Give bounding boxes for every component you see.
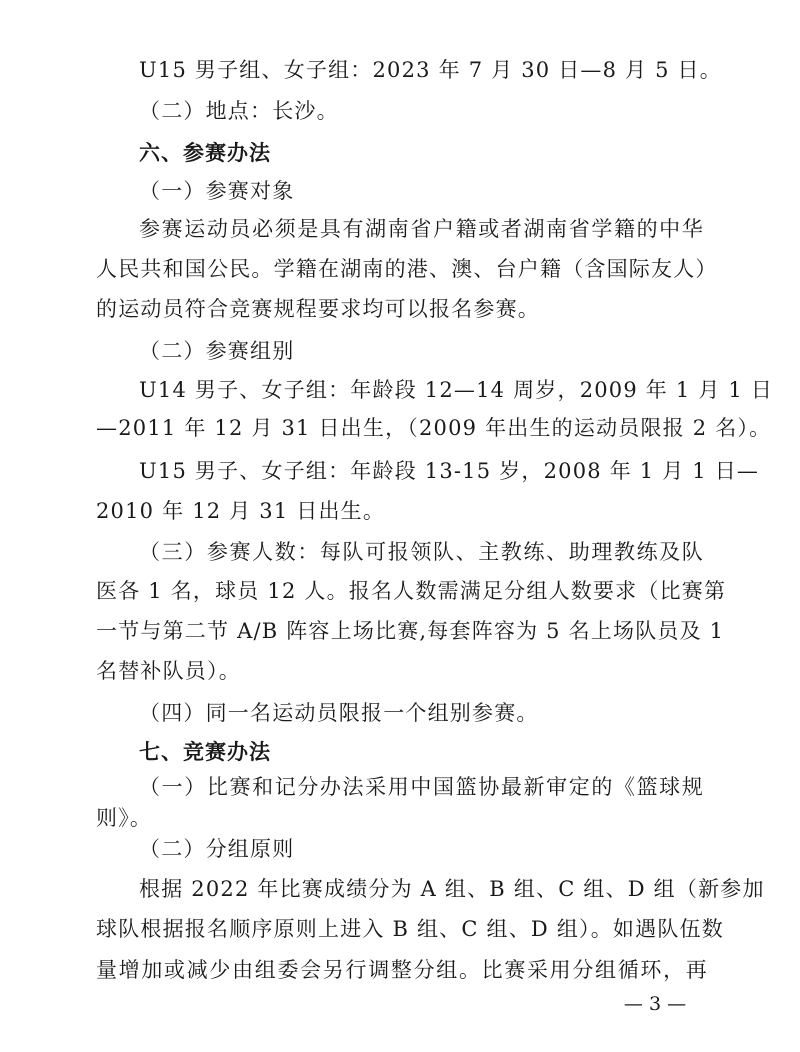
section-heading-6: 六、参赛办法 (139, 141, 271, 165)
paragraph-line: U14 男子、女子组：年龄段 12—14 周岁，2009 年 1 月 1 日 (139, 378, 774, 402)
schedule-u15-line: U15 男子组、女子组：2023 年 7 月 30 日—8 月 5 日。 (139, 58, 722, 82)
paragraph-line: （四）同一名运动员限报一个组别参赛。 (139, 701, 539, 725)
location-line: （二）地点：长沙。 (139, 99, 339, 123)
paragraph-line: 人民共和国公民。学籍在湖南的港、澳、台户籍（含国际友人） (96, 257, 718, 281)
paragraph-line: 的运动员符合竞赛规程要求均可以报名参赛。 (96, 297, 540, 321)
paragraph-line: U15 男子、女子组：年龄段 13-15 岁，2008 年 1 月 1 日— (139, 459, 760, 483)
paragraph-line: （一）比赛和记分办法采用中国篮协最新审定的《篮球规 (139, 775, 704, 799)
page-number: — 3 — (623, 993, 687, 1015)
paragraph-line: 参赛运动员必须是具有湖南省户籍或者湖南省学籍的中华 (139, 217, 704, 241)
paragraph-line: 量增加或减少由组委会另行调整分组。比赛采用分组循环，再 (96, 958, 708, 982)
section-heading-7: 七、竞赛办法 (139, 740, 271, 764)
paragraph-line: 名替补队员）。 (96, 659, 241, 683)
paragraph-line: 医各 1 名，球员 12 人。报名人数需满足分组人数要求（比赛第 (96, 579, 727, 603)
paragraph-line: 2010 年 12 月 31 日出生。 (96, 499, 386, 523)
subheading-participants: （一）参赛对象 (139, 179, 295, 203)
paragraph-line: 则》。 (96, 806, 153, 830)
paragraph-line: —2011 年 12 月 31 日出生，（2009 年出生的运动员限报 2 名）。 (96, 416, 772, 440)
subheading-groups: （二）参赛组别 (139, 339, 295, 363)
subheading-grouping: （二）分组原则 (139, 837, 295, 861)
paragraph-line: （三）参赛人数：每队可报领队、主教练、助理教练及队 (139, 540, 704, 564)
paragraph-line: 球队根据报名顺序原则上进入 B 组、C 组、D 组）。如遇队伍数 (96, 917, 724, 941)
paragraph-line: 一节与第二节 A/B 阵容上场比赛,每套阵容为 5 名上场队员及 1 (96, 619, 725, 643)
paragraph-line: 根据 2022 年比赛成绩分为 A 组、B 组、C 组、D 组（新参加 (139, 877, 765, 901)
